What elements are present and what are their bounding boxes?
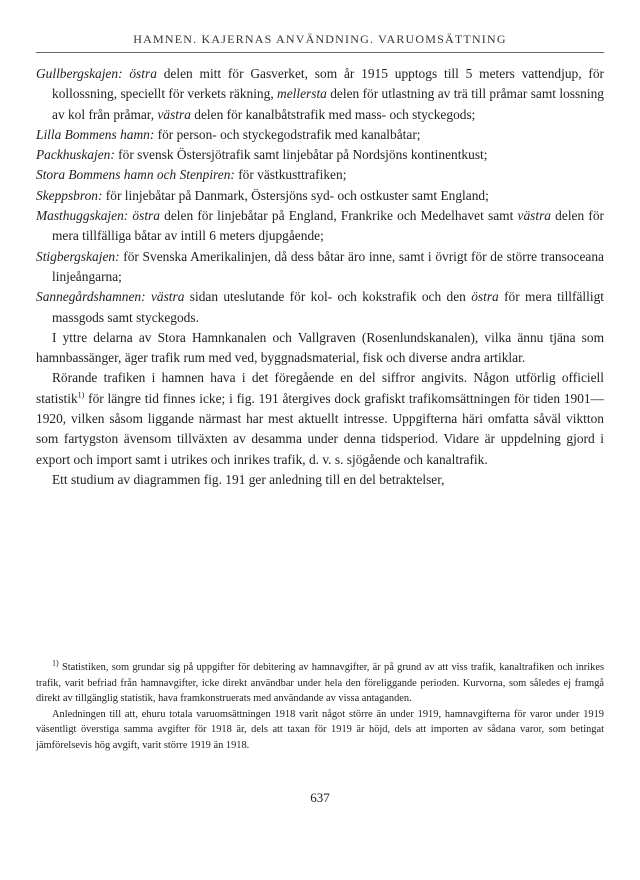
- quay-name: Lilla Bommens hamn:: [36, 126, 155, 142]
- quay-description: för linjebåtar på Danmark, Östersjöns syd- och ostkuster samt England;: [102, 187, 489, 203]
- quay-description: för västkusttrafiken;: [234, 167, 347, 183]
- footnotes: [36, 660, 604, 754]
- quay-entry: [36, 145, 604, 165]
- paragraph-3: [36, 470, 604, 490]
- quay-description: sidan uteslutande för kol- och kokstrafik och den: [184, 289, 472, 305]
- paragraph-3-text: Ett studium av diagrammen fig. 191 ger anledning till en del betraktelser,: [52, 471, 445, 487]
- quay-entry: [36, 247, 604, 288]
- footnote-marker: 1): [52, 658, 59, 668]
- quay-section-label: västra: [157, 106, 191, 122]
- paragraph-1: [36, 328, 604, 369]
- running-header: HAMNEN. KAJERNAS ANVÄNDNING. VARUOMSÄTTNING: [133, 32, 507, 46]
- footnote-1: [36, 660, 604, 707]
- quay-description: delen för linjebåtar på England, Frankrike och Medelhavet samt: [159, 208, 518, 224]
- body-text: [36, 64, 604, 490]
- quay-name: Sannegårdshamnen:: [36, 289, 146, 305]
- paragraph-1-text: I yttre delarna av Stora Hamnkanalen och Vallgraven (Rosenlundskanalen), vilka ännu tjäna som hamnbassänger, äger trafik rum med ved, byggnadsmaterial, fisk och diverse andra artiklar.: [36, 329, 604, 366]
- quay-description: för person- och styckegodstrafik med kanalbåtar;: [154, 126, 421, 142]
- quay-description: för mera tillfälligt massgods samt styckegods.: [52, 289, 605, 325]
- quay-section-label: östra: [471, 289, 499, 305]
- quay-entry: [36, 165, 604, 185]
- quay-name: Gullbergskajen:: [36, 66, 123, 81]
- header-rule: [36, 52, 604, 53]
- paragraph-2: [36, 368, 604, 469]
- quay-description: delen mitt för Gasverket, som år 1915 upptogs till 5 meters vattendjup, för kollossning, speciellt för verkets räkning,: [52, 66, 604, 102]
- quay-name: Packhuskajen:: [36, 147, 115, 163]
- footnote-2: [36, 707, 604, 754]
- quay-section-label: västra: [150, 289, 185, 305]
- quay-description: för svensk Östersjötrafik samt linjebåtar på Nordsjöns kontinentkust;: [114, 147, 488, 163]
- quay-section-label: östra: [129, 66, 157, 81]
- quay-entry: [36, 125, 604, 145]
- quay-name: Stigbergskajen:: [36, 248, 120, 264]
- quay-entry: [36, 287, 604, 328]
- quay-name: Skeppsbron:: [36, 187, 103, 203]
- quay-entry: [36, 206, 604, 247]
- quay-name: Masthuggskajen:: [36, 208, 129, 224]
- quay-section-label: östra: [132, 208, 160, 224]
- quay-description: för Svenska Amerikalinjen, då dess båtar äro inne, samt i övrigt för de större transoceana linjeångarna;: [52, 248, 604, 284]
- footnote-1-text: Statistiken, som grundar sig på uppgifter för debitering av hamnavgifter, är på grund av att viss trafik, kanaltrafiken och inrikes trafik, varit befriad från hamnavgifter, icke direkt användbar under hela den föreliggande perioden. Kurvorna, som således ej framgå direkt av tillgänglig statistik, hava framkonstruerats med användande av vissa antaganden.: [36, 662, 604, 705]
- paragraph-2-text-before: Rörande trafiken i hamnen hava i det föregående en del siffror angivits. Någon utförlig officiell statistik: [36, 370, 604, 406]
- footnote-2-text: Anledningen till att, ehuru totala varuomsättningen 1918 varit något större än under 1919, hamnavgifterna för varor under 1919 väsentligt överstiga samma avgifter för 1918 är, dels att taxan för 1919 är höjd, dels att importen av sådana varor, som betingat jämförelsevis hög avgift, varit större 1919 än 1918.: [36, 708, 604, 751]
- quay-entry: [36, 64, 604, 125]
- quay-list: [36, 64, 604, 328]
- paragraph-2-text-after: för längre tid finnes icke; i fig. 191 återgives dock grafiskt trafikomsättningen för tiden 1901—1920, vilken såsom liggande närmast har mest aktuellt intresse. Uppgifterna häri omfatta såväl viktton som fartygston ävensom tillväxten av desamma under denna tidsperiod. Vidare är uppdelning gjord i export och import samt i utrikes och inrikes trafik, d. v. s. sjögående och kanaltrafik.: [36, 390, 604, 467]
- page-number: 637: [310, 790, 330, 805]
- quay-description: delen för kanalbåtstrafik med mass- och styckegods;: [190, 106, 476, 122]
- quay-description: delen för mera tillfälliga båtar av intill 6 meters djupgående;: [52, 208, 604, 244]
- footnote-reference: 1): [77, 390, 85, 400]
- quay-entry: [36, 186, 604, 206]
- quay-section-label: mellersta: [277, 86, 327, 102]
- quay-description: delen för utlastning av trä till pråmar samt lossning av kol från pråmar,: [52, 86, 604, 122]
- quay-name: Stora Bommens hamn och Stenpiren:: [36, 167, 235, 183]
- quay-section-label: västra: [517, 208, 551, 224]
